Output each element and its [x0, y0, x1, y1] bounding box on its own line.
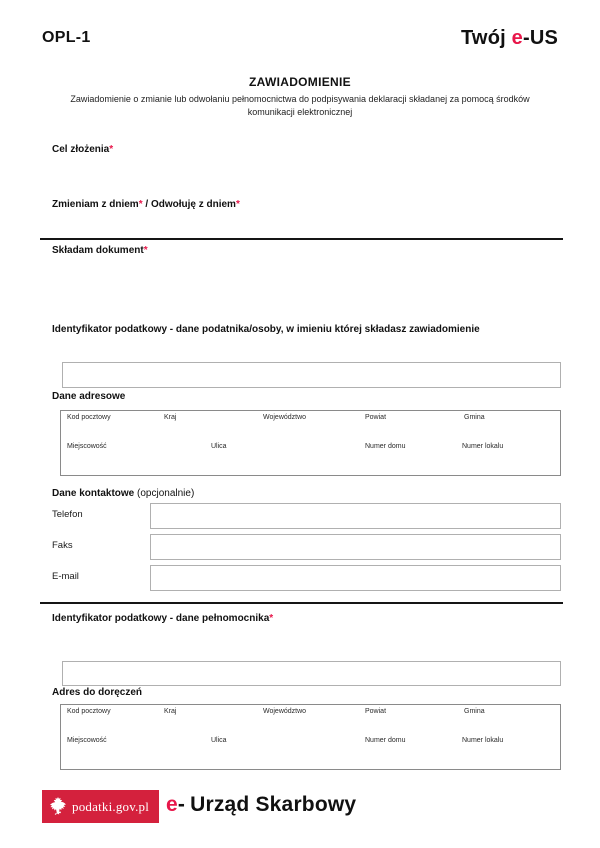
e-urzad-skarbowy-logo: [166, 793, 356, 817]
brand-prefix: Twój: [461, 27, 512, 49]
county-label: Powiat: [365, 708, 387, 715]
footer-brand-e: e: [166, 793, 178, 816]
taxpayer-address-table: [60, 410, 561, 476]
required-marker: *: [143, 245, 148, 256]
podatki-gov-badge: [42, 790, 159, 823]
postal-code-label: Kod pocztowy: [67, 414, 111, 421]
city-label: Miejscowość: [67, 443, 107, 450]
eagle-icon: [50, 797, 66, 817]
voivodeship-label: Województwo: [263, 414, 307, 421]
email-label: E-mail: [52, 571, 79, 582]
attorney-id-section-label: Identyfikator podatkowy - dane pełnomocnika*: [52, 613, 274, 624]
delivery-address-section-label: Adres do doręczeń: [52, 687, 143, 698]
section-divider: [40, 238, 563, 240]
badge-text: podatki.gov.pl: [72, 798, 150, 814]
required-marker: *: [109, 144, 114, 155]
street-label: Ulica: [211, 737, 227, 744]
page-title: ZAWIADOMIENIE: [249, 75, 351, 89]
country-label: Kraj: [164, 414, 177, 421]
required-marker: *: [235, 199, 240, 210]
house-number-label: Numer domu: [365, 443, 406, 450]
attorney-id-input[interactable]: [62, 661, 561, 686]
commune-label: Gmina: [464, 708, 485, 715]
taxpayer-id-section-label: Identyfikator podatkowy - dane podatnika/osoby, w imieniu której składasz zawiadomienie: [52, 324, 480, 335]
contact-section-label: Dane kontaktowe (opcjonalnie): [52, 488, 195, 499]
county-label: Powiat: [365, 414, 387, 421]
fax-label: Faks: [52, 540, 73, 551]
section-divider: [40, 602, 563, 604]
voivodeship-label: Województwo: [263, 708, 307, 715]
change-revoke-section-label: Zmieniam z dniem* / Odwołuję z dniem*: [52, 199, 240, 210]
taxpayer-id-input[interactable]: [62, 362, 561, 388]
postal-code-label: Kod pocztowy: [67, 708, 111, 715]
footer-brand-name: Urząd Skarbowy: [190, 793, 357, 816]
street-label: Ulica: [211, 443, 227, 450]
apartment-number-label: Numer lokalu: [462, 443, 504, 450]
document-section-label: Składam dokument*: [52, 245, 148, 256]
brand-suffix: -US: [522, 27, 558, 49]
required-marker: *: [138, 199, 143, 210]
required-marker: *: [269, 613, 274, 624]
twoj-eus-logo: [461, 27, 558, 50]
brand-e: e: [511, 27, 523, 49]
phone-label: Telefon: [52, 509, 83, 520]
city-label: Miejscowość: [67, 737, 107, 744]
footer-brand-hyphen: -: [177, 793, 186, 816]
optional-note: (opcjonalnie): [134, 488, 195, 499]
house-number-label: Numer domu: [365, 737, 406, 744]
address-section-label: Dane adresowe: [52, 391, 126, 402]
page-subtitle: Zawiadomienie o zmianie lub odwołaniu pełnomocnictwa do podpisywania deklaracji składanej za pomocą środków komunikacji elektronicznej: [70, 94, 530, 117]
country-label: Kraj: [164, 708, 177, 715]
email-input[interactable]: [150, 565, 561, 591]
purpose-section-label: Cel złożenia*: [52, 144, 114, 155]
commune-label: Gmina: [464, 414, 485, 421]
fax-input[interactable]: [150, 534, 561, 560]
attorney-address-table: [60, 704, 561, 770]
phone-input[interactable]: [150, 503, 561, 529]
form-code: OPL-1: [42, 29, 91, 46]
apartment-number-label: Numer lokalu: [462, 737, 504, 744]
